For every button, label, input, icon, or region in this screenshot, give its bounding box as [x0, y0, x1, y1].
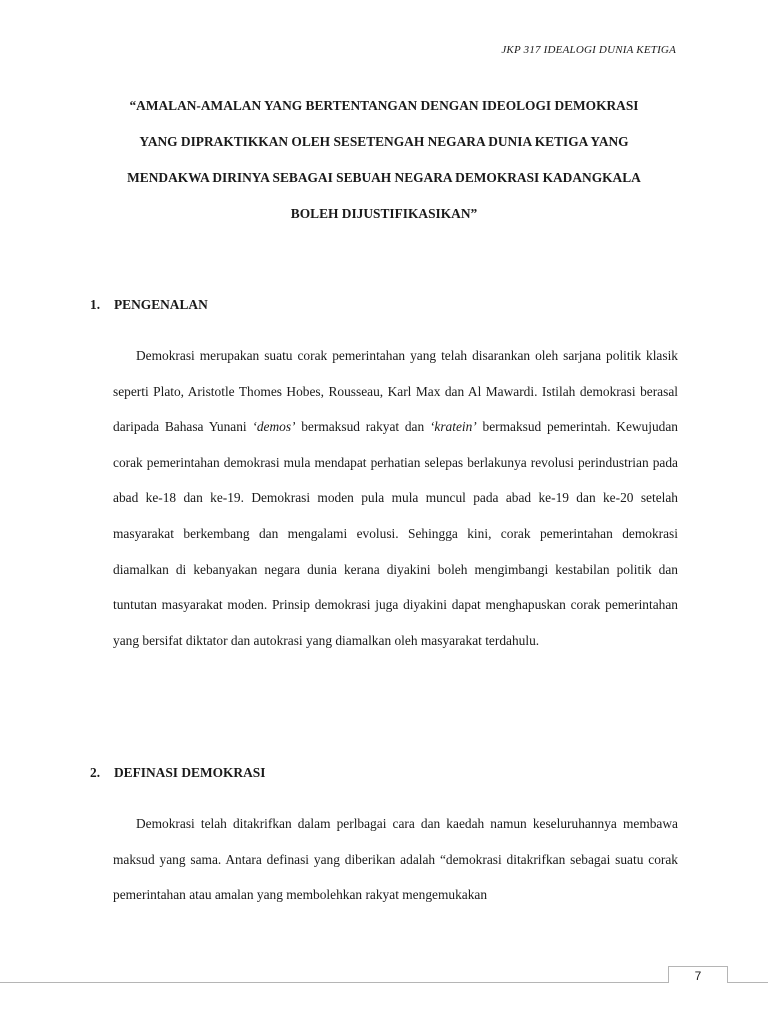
document-title [90, 88, 678, 232]
paragraph-pengenalan [113, 338, 678, 658]
section-heading-definasi [90, 765, 265, 781]
section-title: PENGENALAN [114, 297, 208, 312]
italic-term-kratein: ‘kratein’ [429, 419, 477, 435]
page-number: 7 [668, 966, 728, 983]
section-title: DEFINASI DEMOKRASI [114, 765, 266, 780]
section-number: 2. [90, 765, 101, 780]
paragraph-text: bermaksud pemerintah. Kewujudan corak pemerintahan demokrasi mula mendapat perhatian selepas berlakunya revolusi perindustrian pada abad ke-18 dan ke-19. Demokrasi moden pula mula muncul pada abad ke-19 dan ke-20 setelah masyarakat berkembang dan mengalami evolusi. Sehingga kini, corak pemerintahan demokrasi diamalkan di kebanyakan negara dunia kerana diyakini boleh mengimbangi kestabilan politik dan tuntutan masyarakat moden. Prinsip demokrasi juga diyakini dapat menghapuskan corak pemerintahan yang bersifat diktator dan autokrasi yang diamalkan oleh masyarakat terdahulu. [113, 419, 678, 648]
paragraph-text: Demokrasi merupakan suatu corak pemerintahan yang telah disarankan oleh sarjana politik klasik seperti Plato, Aristotle Thomes Hobes, Rousseau, Karl Max dan Al Mawardi. Istilah demokrasi berasal daripada Bahasa Yunani [113, 348, 678, 435]
title-line: BOLEH DIJUSTIFIKASIKAN” [290, 206, 478, 221]
title-line: “AMALAN-AMALAN YANG BERTENTANGAN DENGAN IDEOLOGI DEMOKRASI [129, 98, 639, 113]
paragraph-text: bermaksud rakyat dan [295, 419, 430, 435]
italic-term-demos: ‘demos’ [252, 419, 296, 435]
running-header: JKP 317 IDEALOGI DUNIA KETIGA [501, 44, 676, 56]
footer-divider [0, 982, 768, 983]
paragraph-definasi: Demokrasi telah ditakrifkan dalam perlbagai cara dan kaedah namun keseluruhannya membawa maksud yang sama. Antara definasi yang diberikan adalah “demokrasi ditakrifkan sebagai suatu corak pemerintahan atau amalan yang membolehkan rakyat mengemukakan [113, 816, 678, 903]
title-line: YANG DIPRAKTIKKAN OLEH SESETENGAH NEGARA DUNIA KETIGA YANG [139, 134, 629, 149]
section-heading-pengenalan [90, 297, 208, 313]
title-line: MENDAKWA DIRINYA SEBAGAI SEBUAH NEGARA DEMOKRASI KADANGKALA [127, 170, 641, 185]
section-number: 1. [90, 297, 101, 312]
